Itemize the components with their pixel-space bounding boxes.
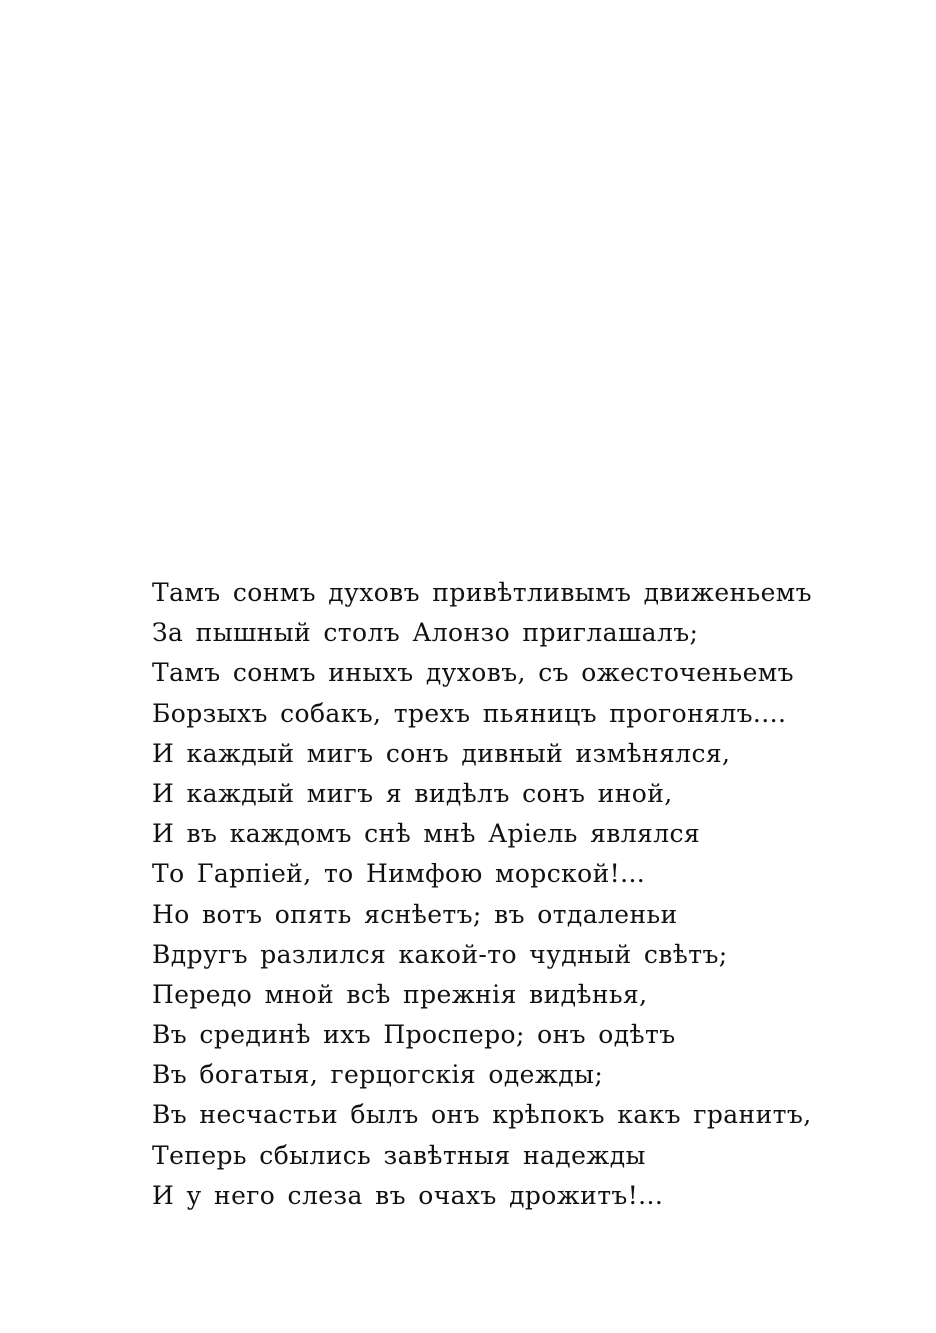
verse-line-13: Въ богатыя, герцогскія одежды; (152, 1060, 604, 1090)
verse-line-1: Тамъ сонмъ духовъ привѣтливымъ движеньемъ (152, 578, 812, 607)
poem-stanza (152, 573, 852, 1216)
verse-line-9: Но вотъ опять яснѣетъ; въ отдаленьи (152, 899, 678, 929)
verse-line-7: И въ каждомъ снѣ мнѣ Аріель являлся (152, 819, 701, 849)
verse-line-10: Вдругъ разлился какой-то чудный свѣтъ; (152, 939, 728, 969)
verse-line-16: И у него слеза въ очахъ дрожитъ!... (152, 1180, 664, 1210)
verse-line-8: То Гарпіей, то Нимфою морской!... (152, 859, 646, 889)
verse-line-15: Теперь сбылись завѣтныя надежды (152, 1140, 646, 1170)
verse-line-2: За пышный столъ Алонзо приглашалъ; (152, 618, 699, 648)
verse-line-5: И каждый мигъ сонъ дивный измѣнялся, (152, 738, 731, 768)
verse-line-4: Борзыхъ собакъ, трехъ пьяницъ прогонялъ.... (152, 698, 787, 728)
verse-line-12: Въ срединѣ ихъ Просперо; онъ одѣтъ (152, 1020, 676, 1050)
verse-line-11: Передо мной всѣ прежнія видѣнья, (152, 979, 648, 1009)
verse-line-14: Въ несчастьи былъ онъ крѣпокъ какъ гранитъ, (152, 1100, 812, 1130)
verse-line-6: И каждый мигъ я видѣлъ сонъ иной, (152, 778, 673, 808)
verse-line-3: Тамъ сонмъ иныхъ духовъ, съ ожесточеньемъ (152, 658, 794, 688)
